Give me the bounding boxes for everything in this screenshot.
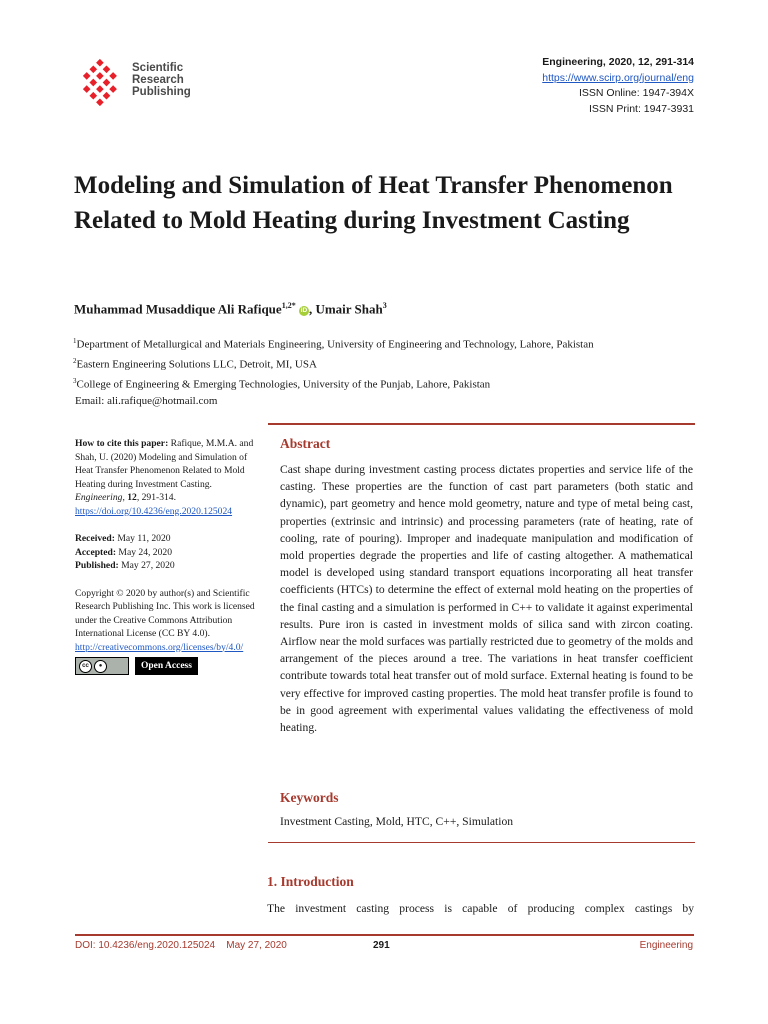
license-link[interactable]: http://creativecommons.org/licenses/by/4.0/ bbox=[75, 641, 244, 653]
logo-diamond bbox=[103, 92, 111, 100]
keywords-heading: Keywords bbox=[280, 790, 339, 805]
footer-date: May 27, 2020 bbox=[226, 940, 287, 951]
logo-diamond bbox=[109, 85, 117, 93]
cite-pages: , 291-314. bbox=[136, 492, 176, 503]
paper-title: Modeling and Simulation of Heat Transfer Phenomenon Related to Mold Heating during Investment Casting bbox=[74, 172, 673, 234]
article-sidebar bbox=[75, 437, 263, 675]
how-to-cite bbox=[75, 437, 263, 518]
cite-volume: 12 bbox=[127, 492, 137, 503]
introduction-text: The investment casting process is capable of producing complex castings by bbox=[267, 902, 694, 915]
affiliation-item bbox=[73, 353, 594, 373]
logo-diamond bbox=[96, 72, 104, 80]
journal-url-link[interactable]: https://www.scirp.org/journal/eng bbox=[542, 71, 694, 84]
affiliation-text: College of Engineering & Emerging Technologies, University of the Punjab, Lahore, Pakistan bbox=[76, 378, 491, 391]
issn-online: ISSN Online: 1947-394X bbox=[579, 87, 694, 99]
orcid-icon[interactable]: iD bbox=[300, 307, 308, 315]
published-label: Published: bbox=[75, 560, 119, 571]
logo-diamond bbox=[103, 79, 111, 87]
logo-line: Scientific bbox=[132, 62, 184, 74]
cite-label: How to cite this paper: bbox=[75, 438, 169, 449]
affiliation-text: Department of Metallurgical and Materials Engineering, University of Engineering and Technology, Lahore, Pakistan bbox=[76, 338, 594, 351]
abstract-text: Cast shape during investment casting process dictates properties and service life of the casting. These properties are the function of cast part parameters (both static and dynamic), part geometry and hence mold geometry, nature and type of metal being cast, properties (extrinsic and intrinsic) and processing parameters (rate of heating, rate of cooling, rate of pouring). Improper and inadequate manipulation and modification of mold properties degrade the properties and life of casting altogether. A mathematical model is developed using standard transport equations incorporating all heat transfer coefficients (HTCs) to determine the effect of external mold heating on the properties of the final casting and a simulation is performed in C++ to validate it against experimental results. Pure iron is casted in investment molds of silica sand with zircon coating. Airflow near the mold surfaces was partially restricted due to geometry of the molds and arrangement of the pieces around a tree. The variations in heat transfer coefficient contribute towards total heat transfer out of mold surface. External heating is found to be very effective for improved casting properties. The mold heat transfer profile is found to be in good agreement with experimental values validating the effectiveness of mold heating. bbox=[280, 463, 693, 735]
copyright-text: Copyright © 2020 by author(s) and Scientific Research Publishing Inc. This work is licensed under the Creative Commons Attribution International License (CC BY 4.0). bbox=[75, 587, 255, 639]
issn-print: ISSN Print: 1947-3931 bbox=[588, 102, 694, 115]
open-access-badge[interactable]: Open Access bbox=[135, 657, 198, 675]
corresponding-email: Email: ali.rafique@hotmail.com bbox=[75, 395, 218, 408]
publisher-logo-text bbox=[132, 62, 191, 98]
footer-rule bbox=[75, 934, 694, 936]
affiliation-item bbox=[73, 333, 594, 353]
cc-icon: cc bbox=[79, 660, 92, 673]
affiliations bbox=[73, 333, 594, 410]
author-superscript: 3 bbox=[382, 301, 387, 310]
cite-journal: Engineering bbox=[75, 492, 123, 503]
affiliation-text: Eastern Engineering Solutions LLC, Detroit, MI, USA bbox=[76, 358, 317, 371]
footer-doi-text: DOI: 10.4236/eng.2020.125024 bbox=[75, 940, 216, 951]
article-dates bbox=[75, 532, 263, 573]
logo-line: Research bbox=[132, 74, 184, 86]
introduction-heading: 1. Introduction bbox=[267, 874, 354, 889]
abstract-top-rule bbox=[268, 423, 695, 425]
license-badges bbox=[75, 657, 263, 675]
cc-by-badge[interactable] bbox=[75, 657, 129, 675]
publisher-logo bbox=[76, 50, 206, 112]
author-list bbox=[74, 301, 387, 317]
keywords-text: Investment Casting, Mold, HTC, C++, Simulation bbox=[280, 815, 514, 828]
logo-line: Publishing bbox=[132, 86, 191, 98]
doi-link[interactable]: https://doi.org/10.4236/eng.2020.125024 bbox=[75, 505, 233, 517]
page-number: 291 bbox=[373, 940, 390, 951]
copyright-notice bbox=[75, 587, 263, 655]
by-person-icon: ● bbox=[94, 660, 107, 673]
abstract-heading: Abstract bbox=[280, 436, 331, 451]
publisher-logo-mark bbox=[76, 54, 130, 108]
footer-journal-name: Engineering bbox=[639, 940, 693, 951]
logo-diamond bbox=[103, 65, 111, 73]
author-name: Muhammad Musaddique Ali Rafique bbox=[74, 301, 282, 317]
accepted-label: Accepted: bbox=[75, 546, 117, 558]
affiliation-number: 1 bbox=[73, 337, 77, 345]
affiliation-number: 3 bbox=[73, 377, 77, 386]
abstract-bottom-rule bbox=[268, 842, 695, 843]
author-superscript: 1,2* bbox=[281, 301, 296, 310]
published-date: May 27, 2020 bbox=[118, 560, 175, 571]
affiliation-number: 2 bbox=[73, 357, 77, 366]
cite-separator: , bbox=[122, 492, 128, 503]
received-label: Received: bbox=[75, 533, 115, 544]
cite-text: Rafique, M.M.A. and Shah, U. (2020) Modeling and Simulation of Heat Transfer Phenomenon Related to Mold Heating during Investment Casting. bbox=[75, 438, 254, 490]
logo-diamond bbox=[96, 85, 104, 93]
logo-diamond bbox=[89, 92, 97, 100]
logo-diamond bbox=[109, 72, 117, 80]
logo-diamond bbox=[83, 72, 91, 80]
journal-citation: Engineering, 2020, 12, 291-314 bbox=[542, 56, 694, 68]
journal-info bbox=[542, 55, 694, 117]
author-separator: , bbox=[308, 301, 316, 317]
logo-diamond bbox=[83, 85, 91, 93]
logo-diamond bbox=[89, 65, 97, 73]
author-name: Umair Shah bbox=[315, 301, 383, 317]
logo-diamond bbox=[96, 98, 104, 106]
affiliation-item bbox=[73, 373, 594, 393]
logo-diamond bbox=[89, 79, 97, 87]
footer-doi bbox=[75, 940, 287, 951]
accepted-date: May 24, 2020 bbox=[116, 546, 172, 558]
logo-diamond bbox=[96, 59, 104, 67]
received-date: May 11, 2020 bbox=[114, 533, 171, 544]
